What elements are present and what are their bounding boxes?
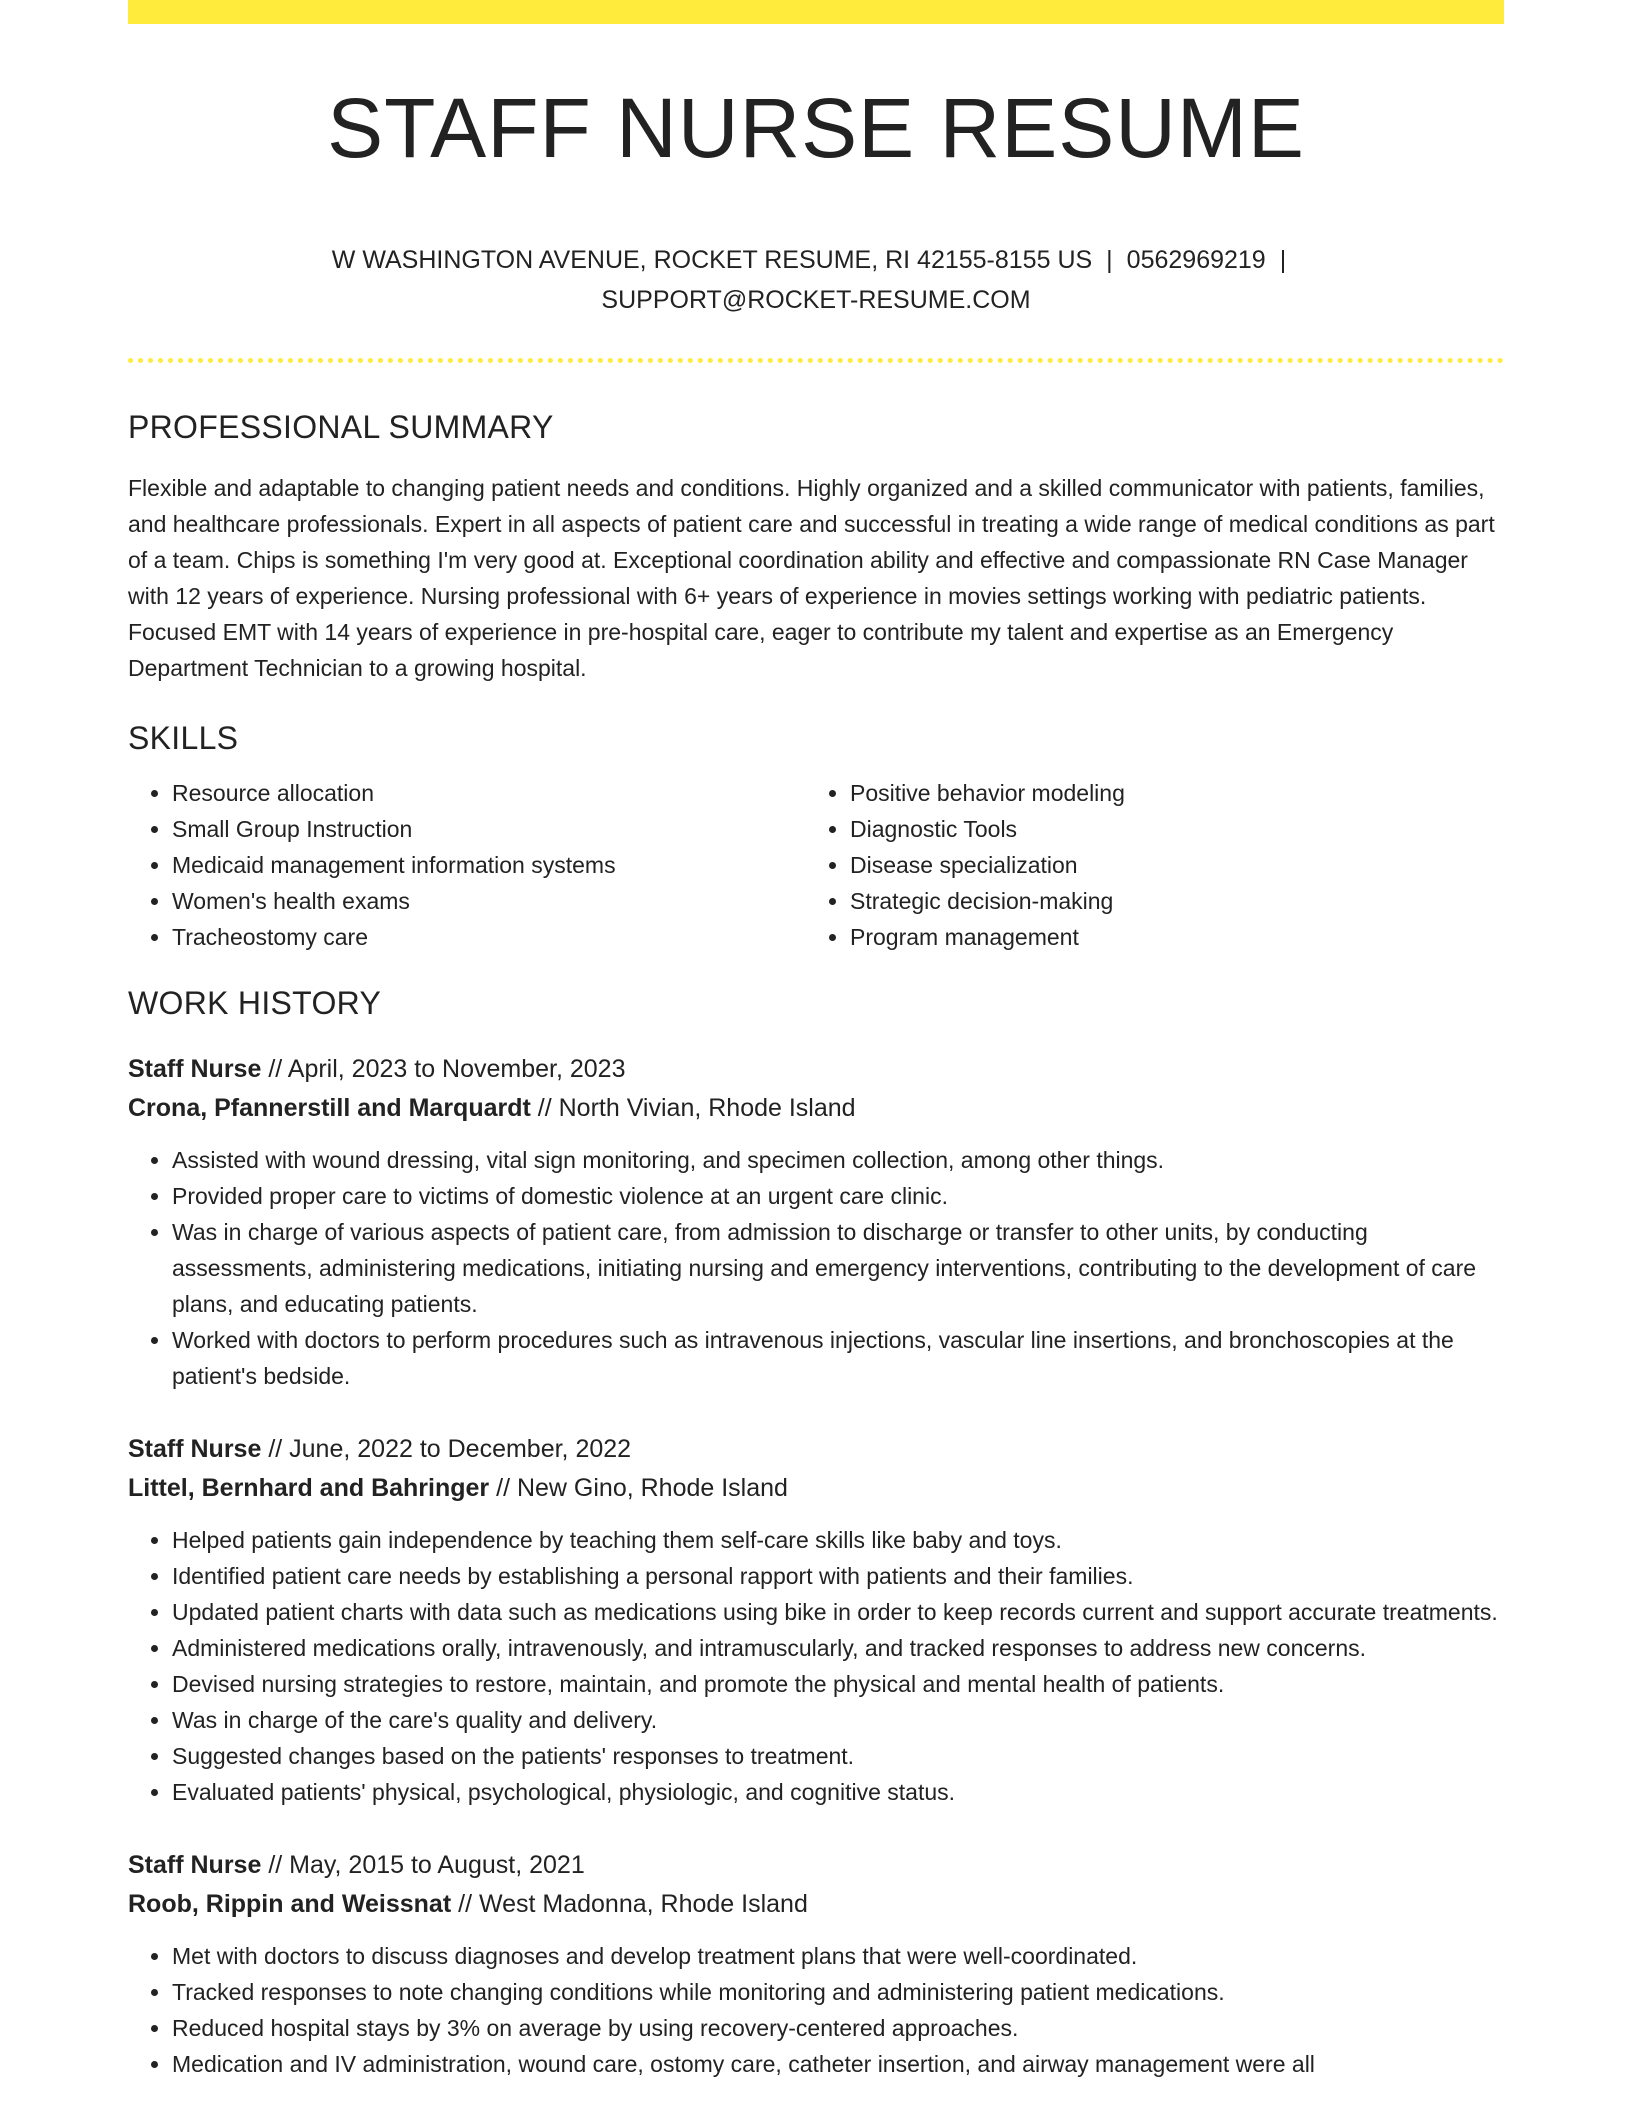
job-company: Littel, Bernhard and Bahringer [128,1474,490,1503]
job-bullets [128,1142,1504,1394]
skill-item: • Program management [850,919,1484,955]
job-company-line [128,1469,1504,1508]
skill-item: • Diagnostic Tools [850,811,1484,847]
skill-item: • Small Group Instruction [172,811,806,847]
job-bullet: • Administered medications orally, intravenously, and intramuscularly, and tracked responses to address new concerns. [172,1630,1504,1666]
job-title-line [128,1050,1504,1089]
job-bullet: • Evaluated patients' physical, psychological, physiologic, and cognitive status. [172,1774,1504,1810]
skills-list-left [128,775,806,955]
skill-item: • Positive behavior modeling [850,775,1484,811]
skills-list-right [806,775,1484,955]
job-bullets [128,1938,1504,2082]
job-entry [128,1050,1504,1394]
job-bullet: • Reduced hospital stays by 3% on average by using recovery-centered approaches. [172,2010,1504,2046]
resume-page [128,0,1504,2082]
job-bullet: • Suggested changes based on the patients' responses to treatment. [172,1738,1504,1774]
skills-columns [128,775,1504,955]
job-bullet: • Provided proper care to victims of domestic violence at an urgent care clinic. [172,1178,1504,1214]
job-bullet: • Met with doctors to discuss diagnoses and develop treatment plans that were well-coordinated. [172,1938,1504,1974]
job-location: // West Madonna, Rhode Island [451,1890,808,1919]
job-bullet: • Tracked responses to note changing conditions while monitoring and administering patient medications. [172,1974,1504,2010]
job-location: // North Vivian, Rhode Island [530,1094,856,1123]
job-bullet: • Was in charge of the care's quality and delivery. [172,1702,1504,1738]
job-bullet: • Devised nursing strategies to restore, maintain, and promote the physical and mental health of patients. [172,1666,1504,1702]
job-company-line [128,1885,1504,1924]
skill-item: • Tracheostomy care [172,919,806,955]
job-company-line [128,1089,1504,1128]
section-title-skills: SKILLS [128,720,239,757]
contact-separator: | [1279,246,1287,275]
skill-item: • Disease specialization [850,847,1484,883]
job-bullet: • Worked with doctors to perform procedures such as intravenous injections, vascular line insertions, and bronchoscopies at the patient's bedside. [172,1322,1504,1394]
job-role: Staff Nurse [128,1435,262,1464]
dotted-divider [128,358,1504,363]
job-bullet: • Updated patient charts with data such as medications using bike in order to keep records current and support accurate treatments. [172,1594,1504,1630]
job-dates: // June, 2022 to December, 2022 [261,1435,632,1464]
skill-item: • Medicaid management information systems [172,847,806,883]
contact-separator: | [1106,246,1113,275]
skills-section [128,720,1504,955]
skill-item: • Resource allocation [172,775,806,811]
contact-phone: 0562969219 [1126,246,1266,275]
job-bullet: • Assisted with wound dressing, vital sign monitoring, and specimen collection, among other things. [172,1142,1504,1178]
job-role: Staff Nurse [128,1055,262,1084]
section-title-summary: PROFESSIONAL SUMMARY [128,409,554,446]
job-bullet: • Helped patients gain independence by teaching them self-care skills like baby and toys. [172,1522,1504,1558]
job-bullet: • Identified patient care needs by establishing a personal rapport with patients and their families. [172,1558,1504,1594]
job-bullet: • Medication and IV administration, wound care, ostomy care, catheter insertion, and airway management were all [172,2046,1504,2082]
resume-title: STAFF NURSE RESUME [327,81,1305,175]
job-bullet: • Was in charge of various aspects of patient care, from admission to discharge or transfer to other units, by conducting assessments, administering medications, initiating nursing and emergency interventions, contributing to the development of care plans, and educating patients. [172,1214,1504,1322]
work-history-section [128,985,1504,2082]
contact-info [128,240,1504,320]
job-location: // New Gino, Rhode Island [489,1474,788,1503]
professional-summary-section [128,409,1504,686]
contact-address: W WASHINGTON AVENUE, ROCKET RESUME, RI 42155-8155 US [331,246,1093,275]
accent-top-bar [128,0,1504,24]
skill-item: • Women's health exams [172,883,806,919]
job-company: Roob, Rippin and Weissnat [128,1890,452,1919]
section-title-work-history: WORK HISTORY [128,985,382,1022]
job-bullets [128,1522,1504,1810]
summary-text: Flexible and adaptable to changing patient needs and conditions. Highly organized and a skilled communicator with patients, families, and healthcare professionals. Expert in all aspects of patient care and successful in treating a wide range of medical conditions as part of a team. Chips is something I'm very good at. Exceptional coordination ability and effective and compassionate RN Case Manager with 12 years of experience. Nursing professional with 6+ years of experience in movies settings working with pediatric patients. Focused EMT with 14 years of experience in pre-hospital care, eager to contribute my talent and expertise as an Emergency Department Technician to a growing hospital. [128,475,1495,682]
job-company: Crona, Pfannerstill and Marquardt [128,1094,531,1123]
skill-item: • Strategic decision-making [850,883,1484,919]
contact-email: SUPPORT@ROCKET-RESUME.COM [601,286,1031,315]
job-dates: // May, 2015 to August, 2021 [261,1851,585,1880]
job-entry [128,1430,1504,1810]
job-title-line [128,1430,1504,1469]
job-role: Staff Nurse [128,1851,262,1880]
job-entry [128,1846,1504,2082]
job-dates: // April, 2023 to November, 2023 [261,1055,626,1084]
job-title-line [128,1846,1504,1885]
